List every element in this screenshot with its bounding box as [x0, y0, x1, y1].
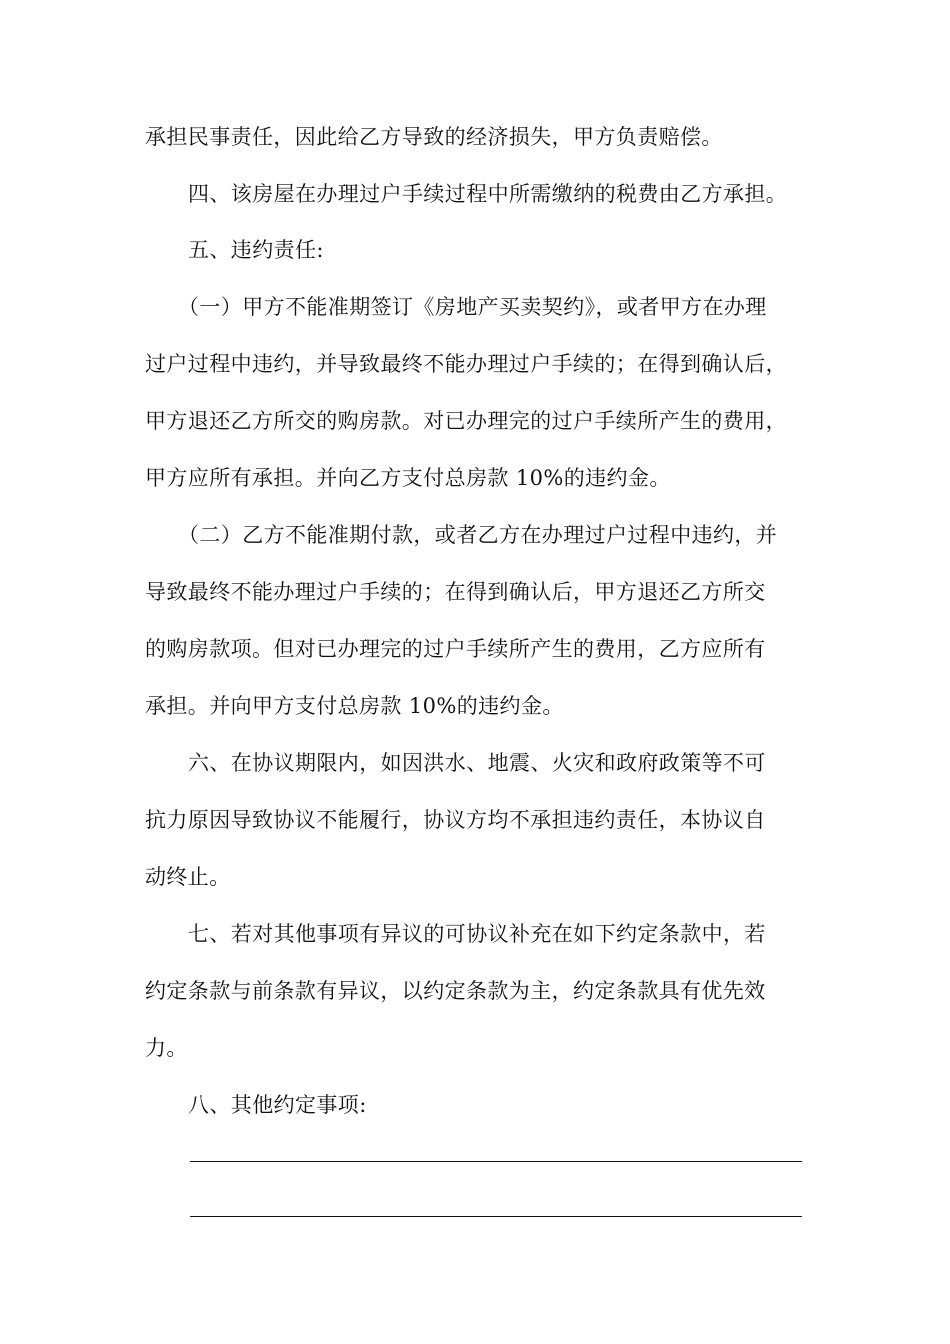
paragraph-line: 力。	[145, 1036, 188, 1060]
paragraph-line: 甲方退还乙方所交的购房款。对已办理完的过户手续所产生的费用，	[145, 409, 787, 433]
clause-seven: 七、若对其他事项有异议的可协议补充在如下约定条款中，若	[188, 922, 766, 946]
paragraph-line: 约定条款与前条款有异议，以约定条款为主，约定条款具有优先效	[145, 979, 766, 1003]
paragraph-line: 承担。并向甲方支付总房款 10%的违约金。	[145, 694, 564, 718]
clause-six: 六、在协议期限内，如因洪水、地震、火灾和政府政策等不可	[188, 751, 766, 775]
paragraph-line: 过户过程中违约，并导致最终不能办理过户手续的；在得到确认后，	[145, 352, 787, 376]
paragraph-line: 导致最终不能办理过户手续的；在得到确认后，甲方退还乙方所交	[145, 580, 766, 604]
paragraph-line: 的购房款项。但对已办理完的过户手续所产生的费用，乙方应所有	[145, 637, 766, 661]
paragraph-line: 甲方应所有承担。并向乙方支付总房款 10%的违约金。	[145, 466, 671, 490]
clause-eight-heading: 八、其他约定事项:	[188, 1093, 367, 1117]
paragraph-line: 承担民事责任，因此给乙方导致的经济损失，甲方负责赔偿。	[145, 125, 723, 149]
paragraph-line: 动终止。	[145, 865, 231, 889]
paragraph-line: 抗力原因导致协议不能履行，协议方均不承担违约责任，本协议自	[145, 808, 766, 832]
blank-fill-line	[190, 1161, 802, 1162]
clause-five-item-one: （一）甲方不能准期签订《房地产买卖契约》，或者甲方在办理	[178, 295, 767, 319]
clause-five-item-two: （二）乙方不能准期付款，或者乙方在办理过户过程中违约，并	[178, 523, 778, 547]
clause-four: 四、该房屋在办理过户手续过程中所需缴纳的税费由乙方承担。	[188, 182, 788, 206]
blank-fill-line	[190, 1216, 802, 1217]
clause-five-heading: 五、违约责任:	[188, 238, 324, 262]
